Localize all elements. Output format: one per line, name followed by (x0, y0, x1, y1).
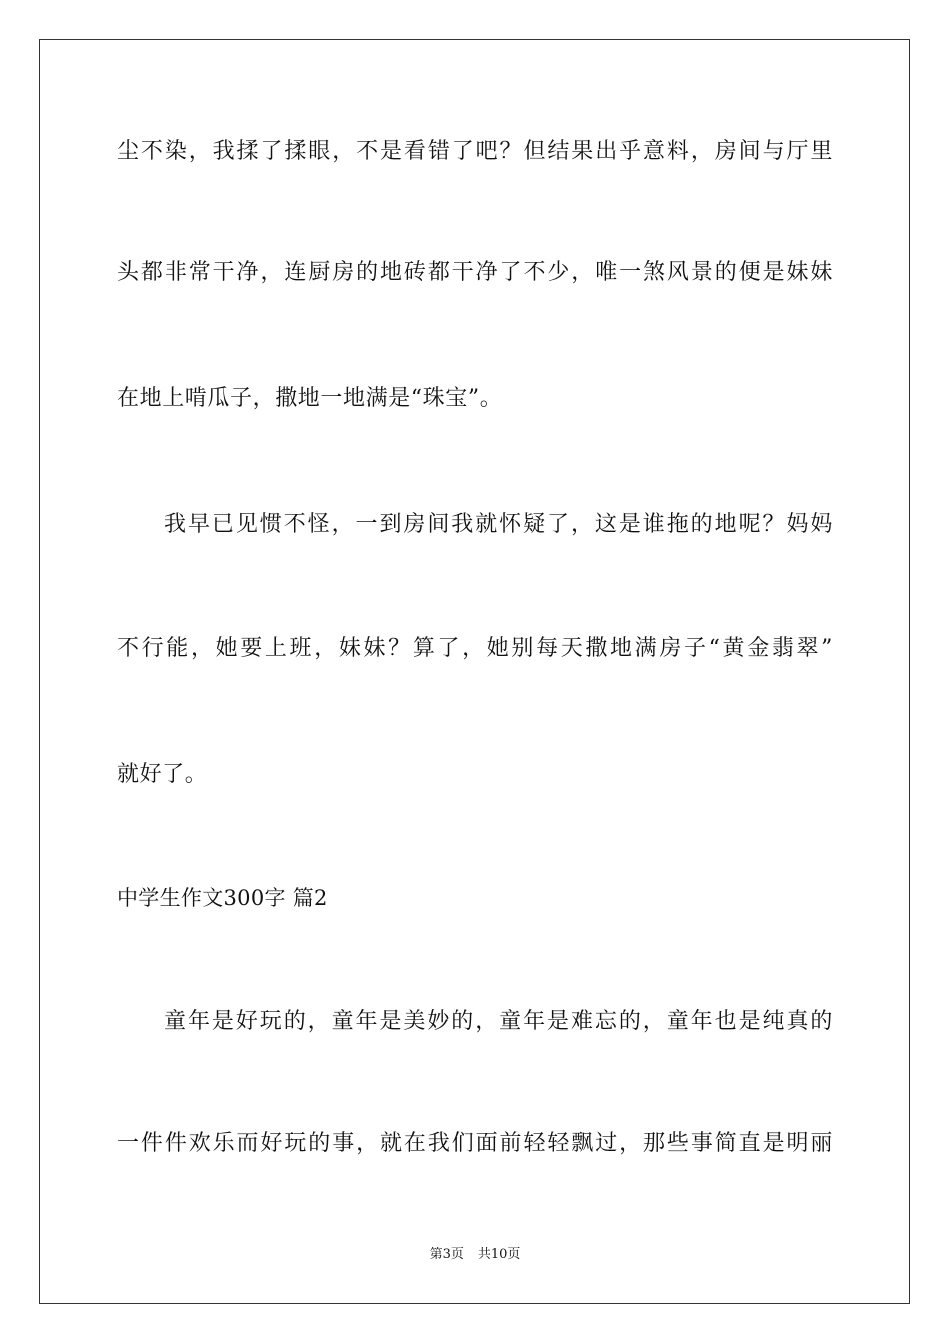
paragraph-line: 头都非常干净，连厨房的地砖都干净了不少，唯一煞风景的便是妹妹 (117, 260, 833, 285)
paragraph-line: 我早已见惯不怪，一到房间我就怀疑了，这是谁拖的地呢？妈妈 (164, 512, 833, 537)
paragraph-line: 一件件欢乐而好玩的事，就在我们面前轻轻飘过，那些事简直是明丽 (117, 1131, 833, 1156)
paragraph-line: 尘不染，我揉了揉眼，不是看错了吧？但结果出乎意料，房间与厅里 (117, 139, 833, 164)
paragraph-line: 就好了。 (117, 762, 208, 787)
paragraph-line: 不行能，她要上班，妹妹？算了，她别每天撒地满房子“黄金翡翠” (117, 636, 833, 661)
page-footer (0, 1246, 950, 1264)
paragraph-line: 童年是好玩的，童年是美妙的，童年是难忘的，童年也是纯真的 (164, 1009, 833, 1034)
paragraph-line: 在地上啃瓜子，撒地一地满是“珠宝”。 (117, 386, 503, 411)
page-total: 共10页 (477, 1247, 521, 1262)
section-heading: 中学生作文300字 篇2 (117, 886, 328, 910)
page-border (39, 39, 910, 1304)
page-number: 第3页 (429, 1247, 464, 1262)
